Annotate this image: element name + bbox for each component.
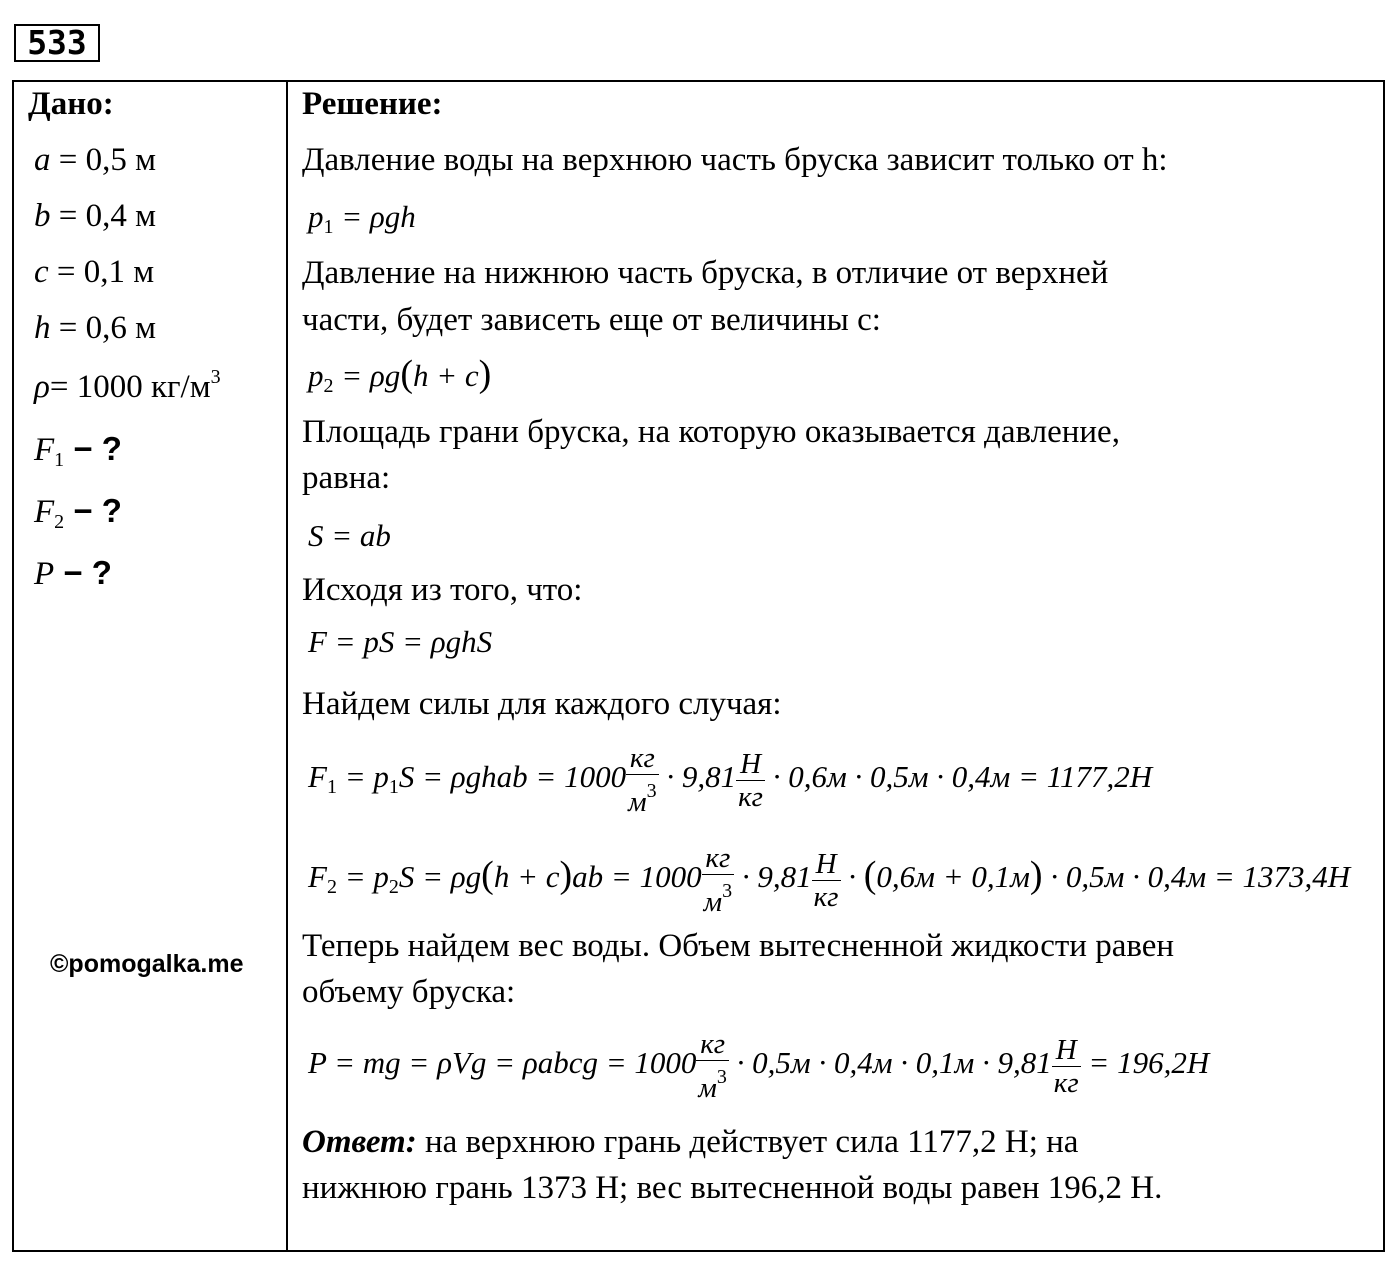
answer-line-1: Ответ: на верхнюю грань действует сила 1177,2 Н; на <box>302 1124 1079 1160</box>
watermark: ©pomogalka.me <box>50 950 244 978</box>
answer-label: Ответ: <box>302 1124 417 1160</box>
fraction-n-kg: $\frac{Н}{кг}$ <box>1053 1033 1079 1099</box>
solution-text-6b: объему бруска: <box>302 974 516 1010</box>
equation-f1: $F_1 = p_1S$ = ρghab = 1000 $\frac{кг}{м^3}$ · 9,81 $\frac{Н}{кг}$ · 0,6м · 0,5м · 0,4м = 1177,2Н <box>308 742 1153 818</box>
solution-heading: Решение: <box>302 86 443 122</box>
given-c: c = 0,1 м <box>34 254 155 290</box>
fraction-kg-m3: $\frac{кг}{м^3}$ <box>698 1028 727 1104</box>
formula-s: S = ab <box>308 518 391 553</box>
formula-p1: $p_1 = \rho gh$ <box>308 199 416 238</box>
solution-text-3b: равна: <box>302 460 391 496</box>
unknown-f2: $F_2$ − ? <box>34 492 122 533</box>
formula-p2: $p_2 = \rho g(h + c)$ <box>308 353 492 397</box>
equation-f2: $F_2 = p_2S = \rho g(h + c)ab = 1000$ $\frac{кг}{м^3}$ · 9,81 $\frac{Н}{кг}$ · (0,6м + 0,1м) · 0,5м · 0,4м = 1373,4Н <box>308 842 1351 918</box>
fraction-n-kg: $\frac{Н}{кг}$ <box>813 847 839 913</box>
unknown-f1: $F_1$ − ? <box>34 430 122 471</box>
fraction-kg-m3: $\frac{кг}{м^3}$ <box>703 842 733 918</box>
fraction-n-kg: $\frac{Н}{кг}$ <box>738 747 763 813</box>
solution-text-4: Исходя из того, что: <box>302 572 583 608</box>
solution-text-5: Найдем силы для каждого случая: <box>302 686 782 722</box>
column-divider <box>286 80 288 1252</box>
fraction-kg-m3: $\frac{кг}{м^3}$ <box>628 742 657 818</box>
equation-p: P = mg = ρVg = ρabcg = 1000 $\frac{кг}{м^3}$ · 0,5м · 0,4м · 0,1м · 9,81 $\frac{Н}{кг}$ = 196,2Н <box>308 1028 1210 1104</box>
given-a: a = 0,5 м <box>34 142 156 178</box>
given-b: b = 0,4 м <box>34 198 156 234</box>
given-h: h = 0,6 м <box>34 310 156 346</box>
formula-f: F = pS = ρghS <box>308 624 493 659</box>
solution-text-2b: части, будет зависеть еще от величины с: <box>302 302 881 338</box>
given-rho: ρ= 1000 $кг/м^3$ <box>34 366 221 405</box>
solution-text-2a: Давление на нижнюю часть бруска, в отличие от верхней <box>302 255 1109 291</box>
solution-text-6a: Теперь найдем вес воды. Объем вытесненной жидкости равен <box>302 928 1175 964</box>
problem-number: 533 <box>14 24 100 62</box>
given-heading: Дано: <box>28 86 114 122</box>
solution-text-3a: Площадь грани бруска, на которую оказывается давление, <box>302 414 1120 450</box>
unknown-p: P − ? <box>34 554 112 592</box>
answer-line-2: нижнюю грань 1373 Н; вес вытесненной воды равен 196,2 Н. <box>302 1170 1163 1206</box>
solution-text-1: Давление воды на верхнюю часть бруска зависит только от h: <box>302 142 1168 178</box>
